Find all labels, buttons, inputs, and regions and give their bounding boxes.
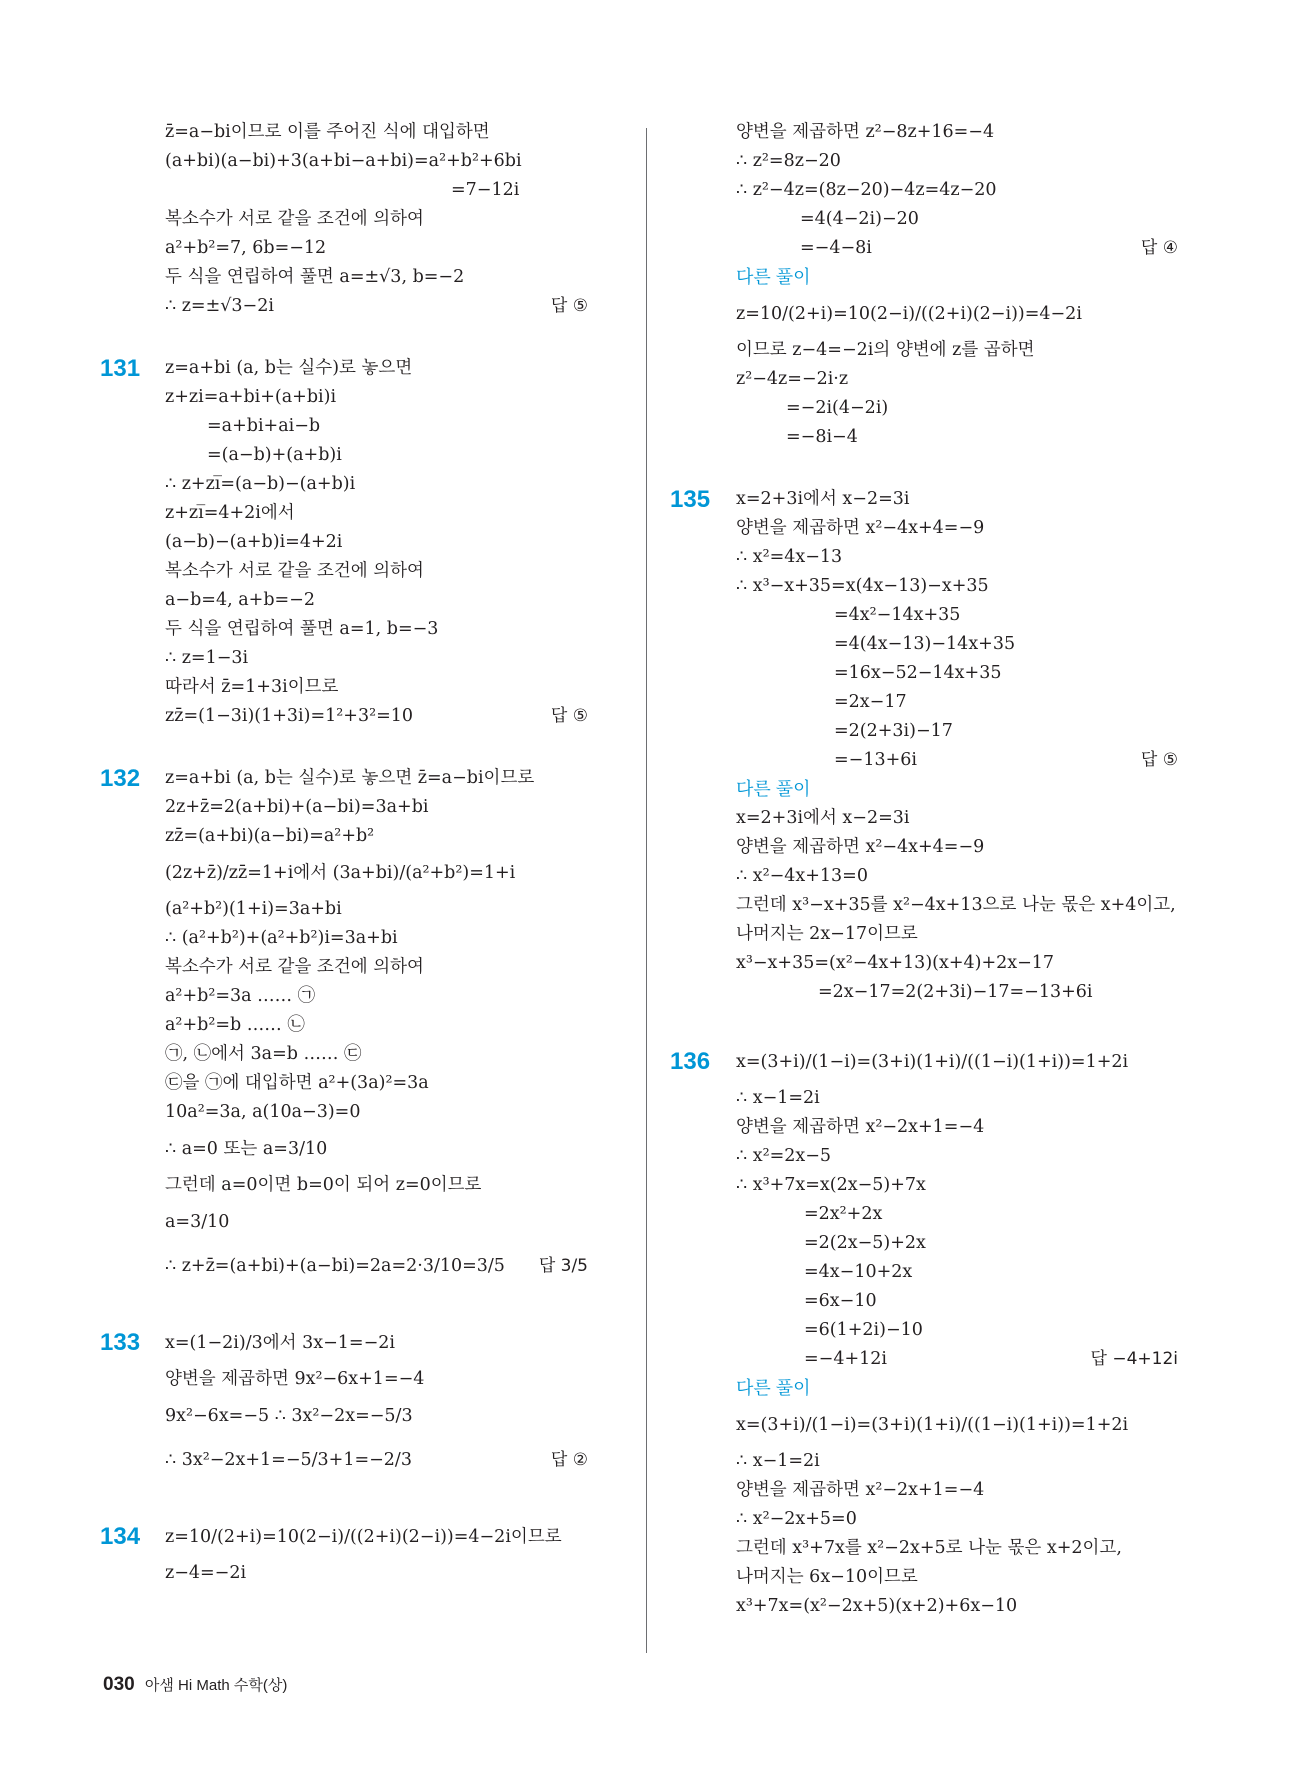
equation-text: ∴ z+z̄=(a+bi)+(a−bi)=2a=2·3/10=3/5: [165, 1256, 505, 1276]
solution-line: [670, 292, 1200, 336]
equation-text: =a+bi+ai−b: [207, 416, 321, 436]
equation-text: 양변을 제곱하면 9x²−6x+1=−4: [165, 1369, 425, 1389]
solution-line: [100, 234, 620, 263]
solution-line: [100, 1438, 620, 1482]
equation-text: 따라서 z̄=1+3i이므로: [165, 677, 339, 697]
equation-text: z=a+bi (a, b는 실수)로 놓으면: [165, 358, 413, 378]
solution-line: [670, 1113, 1200, 1142]
solution-line: [670, 176, 1200, 205]
equation-text: x=(3+i)/(1−i)=(3+i)(1+i)/((1−i)(1+i))=1+2i: [736, 1052, 1129, 1072]
solution-line: [670, 862, 1200, 891]
equation-text: 나머지는 2x−17이므로: [736, 924, 918, 944]
equation-text: 그런데 x³−x+35를 x²−4x+13으로 나눈 몫은 x+4이고,: [736, 895, 1176, 915]
solution-line: [670, 1592, 1200, 1621]
equation-text: =2x²+2x: [804, 1204, 883, 1224]
equation-text: ∴ (a²+b²)+(a²+b²)i=3a+bi: [165, 928, 398, 948]
equation-text: (a−b)−(a+b)i=4+2i: [165, 532, 343, 552]
equation-text: (a+bi)(a−bi)+3(a+bi−a+bi)=a²+b²+6bi: [165, 151, 522, 171]
solution-line: [100, 1127, 620, 1171]
solution-line: [100, 953, 620, 982]
solution-line: [100, 470, 620, 499]
equation-text: =−8i−4: [786, 427, 858, 447]
solution-line: [670, 1563, 1200, 1592]
solution-line: [670, 601, 1200, 630]
answer-mark: 답 ⑤: [550, 706, 588, 726]
equation-text: zz̄=(1−3i)(1+3i)=1²+3²=10: [165, 706, 414, 726]
equation-text: a−b=4, a+b=−2: [165, 590, 315, 610]
alt-solution-label: 다른 풀이: [736, 1378, 811, 1398]
equation-text: x=2+3i에서 x−2=3i: [736, 489, 910, 509]
equation-text: z=a+bi (a, b는 실수)로 놓으면 z̄=a−bi이므로: [165, 768, 535, 788]
solution-line: [100, 673, 620, 702]
solution-line: [670, 833, 1200, 862]
answer-mark: 답 −4+12i: [1090, 1349, 1178, 1369]
equation-text: 이므로 z−4=−2i의 양변에 z를 곱하면: [736, 340, 1035, 360]
equation-text: 양변을 제곱하면 x²−2x+1=−4: [736, 1480, 985, 1500]
column-divider: [646, 128, 647, 1653]
solution-line: [670, 1345, 1200, 1374]
alt-solution-heading: [670, 775, 1200, 804]
equation-text: ∴ a=0 또는 a=3/10: [165, 1139, 328, 1159]
problem-number: 133: [100, 1329, 141, 1356]
answer-mark: 답 ⑤: [550, 296, 588, 316]
equation-text: zz̄=(a+bi)(a−bi)=a²+b²: [165, 826, 375, 846]
solution-line: [100, 1040, 620, 1069]
solution-line: [100, 924, 620, 953]
solution-line: [670, 920, 1200, 949]
solution-line: [670, 543, 1200, 572]
problem-136: [670, 1040, 1200, 1084]
equation-text: 9x²−6x=−5 ∴ 3x²−2x=−5/3: [165, 1406, 413, 1426]
solution-line: [100, 1011, 620, 1040]
equation-text: ∴ x²−4x+13=0: [736, 866, 868, 886]
solution-line: [670, 205, 1200, 234]
solution-line: [670, 118, 1200, 147]
equation-text: ∴ x−1=2i: [736, 1088, 820, 1108]
solution-line: [100, 702, 620, 731]
answer-mark: 답 ⑤: [1140, 750, 1178, 770]
answer-mark: 답 ②: [550, 1450, 588, 1470]
equation-text: =6(1+2i)−10: [804, 1320, 923, 1340]
equation-text: 복소수가 서로 같을 조건에 의하여: [165, 957, 424, 977]
solution-line: [100, 1394, 620, 1438]
solution-line: [100, 263, 620, 292]
problem-132: [100, 764, 620, 793]
problem-number: 132: [100, 765, 141, 792]
solution-line: [670, 1534, 1200, 1563]
equation-text: ㉢을 ㉠에 대입하면 a²+(3a)²=3a: [165, 1073, 429, 1093]
equation-text: 그런데 a=0이면 b=0이 되어 z=0이므로: [165, 1175, 482, 1195]
solution-line: [100, 147, 620, 176]
solution-line: [100, 499, 620, 528]
solution-line: [670, 423, 1200, 452]
equation-text: (2z+z̄)/zz̄=1+i에서 (3a+bi)/(a²+b²)=1+i: [165, 863, 516, 883]
solution-line: [670, 659, 1200, 688]
equation-text: z̄=a−bi이므로 이를 주어진 식에 대입하면: [165, 122, 490, 142]
solution-line: [100, 118, 620, 147]
solution-line: [670, 630, 1200, 659]
page-footer: [103, 1674, 287, 1696]
problem-number: 134: [100, 1523, 141, 1550]
equation-text: a²+b²=7, 6b=−12: [165, 238, 327, 258]
solution-line: [670, 147, 1200, 176]
equation-text: 양변을 제곱하면 x²−4x+4=−9: [736, 837, 985, 857]
solution-line: [100, 441, 620, 470]
solution-line: [670, 1403, 1200, 1447]
equation-text: ∴ z²−4z=(8z−20)−4z=4z−20: [736, 180, 997, 200]
equation-text: ∴ x²−2x+5=0: [736, 1509, 857, 1529]
equation-text: =6x−10: [804, 1291, 877, 1311]
equation-text: =4(4x−13)−14x+35: [834, 634, 1016, 654]
solution-line: [100, 528, 620, 557]
solution-line: [100, 1244, 620, 1288]
solution-line: [670, 1316, 1200, 1345]
solution-line: [670, 572, 1200, 601]
solution-line: [670, 1171, 1200, 1200]
solution-line: [100, 1365, 620, 1394]
solution-line: [670, 804, 1200, 833]
solution-line: [670, 1229, 1200, 1258]
solution-line: [670, 336, 1200, 365]
solution-line: [100, 895, 620, 924]
solution-line: [100, 644, 620, 673]
equation-text: ∴ z²=8z−20: [736, 151, 841, 171]
equation-text: =−4−8i: [800, 238, 872, 258]
solution-line: [100, 1171, 620, 1200]
solution-line: [100, 586, 620, 615]
equation-text: 양변을 제곱하면 z²−8z+16=−4: [736, 122, 995, 142]
equation-text: =4x−10+2x: [804, 1262, 913, 1282]
solution-line: [670, 891, 1200, 920]
solution-line: [100, 1200, 620, 1244]
solution-line: [100, 557, 620, 586]
equation-text: =2(2x−5)+2x: [804, 1233, 926, 1253]
equation-text: 두 식을 연립하여 풀면 a=1, b=−3: [165, 619, 439, 639]
equation-text: ∴ x³−x+35=x(4x−13)−x+35: [736, 576, 989, 596]
problem-131: [100, 354, 620, 383]
solution-line: [670, 514, 1200, 543]
equation-text: (a²+b²)(1+i)=3a+bi: [165, 899, 342, 919]
solution-line: [100, 205, 620, 234]
equation-text: a=3/10: [165, 1212, 230, 1232]
problem-134: [100, 1515, 620, 1559]
problem-number: 131: [100, 355, 141, 382]
equation-text: x=2+3i에서 x−2=3i: [736, 808, 910, 828]
equation-text: =2x−17=2(2+3i)−17=−13+6i: [818, 982, 1093, 1002]
equation-text: 2z+z̄=2(a+bi)+(a−bi)=3a+bi: [165, 797, 429, 817]
solution-line: [670, 394, 1200, 423]
solution-line: [670, 949, 1200, 978]
equation-text: 복소수가 서로 같을 조건에 의하여: [165, 561, 424, 581]
equation-text: =16x−52−14x+35: [834, 663, 1002, 683]
alt-solution-label: 다른 풀이: [736, 267, 811, 287]
solution-line: [670, 1200, 1200, 1229]
problem-135: [670, 485, 1200, 514]
problem-number: 136: [670, 1048, 711, 1075]
equation-text: ∴ x−1=2i: [736, 1451, 820, 1471]
equation-text: a²+b²=b …… ㉡: [165, 1015, 305, 1035]
solution-line: [670, 978, 1200, 1007]
equation-text: x=(3+i)/(1−i)=(3+i)(1+i)/((1−i)(1+i))=1+2i: [736, 1415, 1129, 1435]
equation-text: =4x²−14x+35: [834, 605, 961, 625]
equation-text: 두 식을 연립하여 풀면 a=±√3, b=−2: [165, 267, 465, 287]
equation-text: 그런데 x³+7x를 x²−2x+5로 나눈 몫은 x+2이고,: [736, 1538, 1122, 1558]
alt-solution-heading: [670, 1374, 1200, 1403]
page-number: 030: [103, 1674, 135, 1695]
equation-text: =(a−b)+(a+b)i: [207, 445, 342, 465]
equation-text: ㉠, ㉡에서 3a=b …… ㉢: [165, 1044, 362, 1064]
equation-text: a²+b²=3a …… ㉠: [165, 986, 316, 1006]
equation-text: x=(1−2i)/3에서 3x−1=−2i: [165, 1333, 395, 1353]
solution-line: [100, 1069, 620, 1098]
equation-text: z=10/(2+i)=10(2−i)/((2+i)(2−i))=4−2i이므로: [165, 1527, 562, 1547]
solution-line: [100, 412, 620, 441]
equation-text: ∴ x²=4x−13: [736, 547, 843, 567]
solution-line: [670, 1258, 1200, 1287]
solution-line: [670, 365, 1200, 394]
equation-text: =4(4−2i)−20: [800, 209, 919, 229]
right-column: [670, 118, 1200, 1621]
solution-line: [100, 1098, 620, 1127]
equation-text: ∴ 3x²−2x+1=−5/3+1=−2/3: [165, 1450, 412, 1470]
alt-solution-heading: [670, 263, 1200, 292]
equation-text: =−2i(4−2i): [786, 398, 889, 418]
equation-text: 복소수가 서로 같을 조건에 의하여: [165, 209, 424, 229]
solution-line: [670, 688, 1200, 717]
equation-text: z−4=−2i: [165, 1563, 247, 1583]
solution-line: [670, 1476, 1200, 1505]
solution-line: [100, 615, 620, 644]
solution-line: [100, 176, 620, 205]
solution-line: [100, 292, 620, 321]
answer-mark: 답 3/5: [538, 1256, 588, 1276]
solution-line: [100, 793, 620, 822]
equation-text: x³−x+35=(x²−4x+13)(x+4)+2x−17: [736, 953, 1055, 973]
answer-mark: 답 ④: [1140, 238, 1178, 258]
problem-133: [100, 1321, 620, 1365]
equation-text: 양변을 제곱하면 x²−2x+1=−4: [736, 1117, 985, 1137]
equation-text: =2x−17: [834, 692, 907, 712]
left-column: [100, 118, 620, 1588]
solution-line: [670, 1287, 1200, 1316]
equation-text: =7−12i: [451, 180, 520, 200]
equation-text: z=10/(2+i)=10(2−i)/((2+i)(2−i))=4−2i: [736, 304, 1082, 324]
equation-text: ∴ z+zi̅=(a−b)−(a+b)i: [165, 474, 356, 494]
solution-line: [670, 746, 1200, 775]
equation-text: =−4+12i: [804, 1349, 887, 1369]
solution-line: [100, 822, 620, 851]
equation-text: z+zi=a+bi+(a+bi)i: [165, 387, 337, 407]
equation-text: z+zi̅=4+2i에서: [165, 503, 295, 523]
solution-line: [670, 1142, 1200, 1171]
equation-text: 나머지는 6x−10이므로: [736, 1567, 918, 1587]
equation-text: ∴ z=±√3−2i: [165, 296, 274, 316]
alt-solution-label: 다른 풀이: [736, 779, 811, 799]
book-title: 아샘 Hi Math 수학(상): [144, 1677, 288, 1694]
equation-text: =2(2+3i)−17: [834, 721, 953, 741]
equation-text: ∴ z=1−3i: [165, 648, 249, 668]
equation-text: ∴ x²=2x−5: [736, 1146, 832, 1166]
equation-text: =−13+6i: [834, 750, 917, 770]
equation-text: 10a²=3a, a(10a−3)=0: [165, 1102, 361, 1122]
equation-text: z²−4z=−2i·z: [736, 369, 849, 389]
problem-number: 135: [670, 486, 711, 513]
equation-text: 양변을 제곱하면 x²−4x+4=−9: [736, 518, 985, 538]
equation-text: ∴ x³+7x=x(2x−5)+7x: [736, 1175, 926, 1195]
solution-line: [100, 1559, 620, 1588]
solution-line: [100, 851, 620, 895]
solution-line: [670, 1505, 1200, 1534]
solution-line: [100, 383, 620, 412]
solution-line: [670, 1447, 1200, 1476]
solution-line: [670, 234, 1200, 263]
equation-text: x³+7x=(x²−2x+5)(x+2)+6x−10: [736, 1596, 1018, 1616]
solution-line: [100, 982, 620, 1011]
solution-line: [670, 1084, 1200, 1113]
solution-line: [670, 717, 1200, 746]
